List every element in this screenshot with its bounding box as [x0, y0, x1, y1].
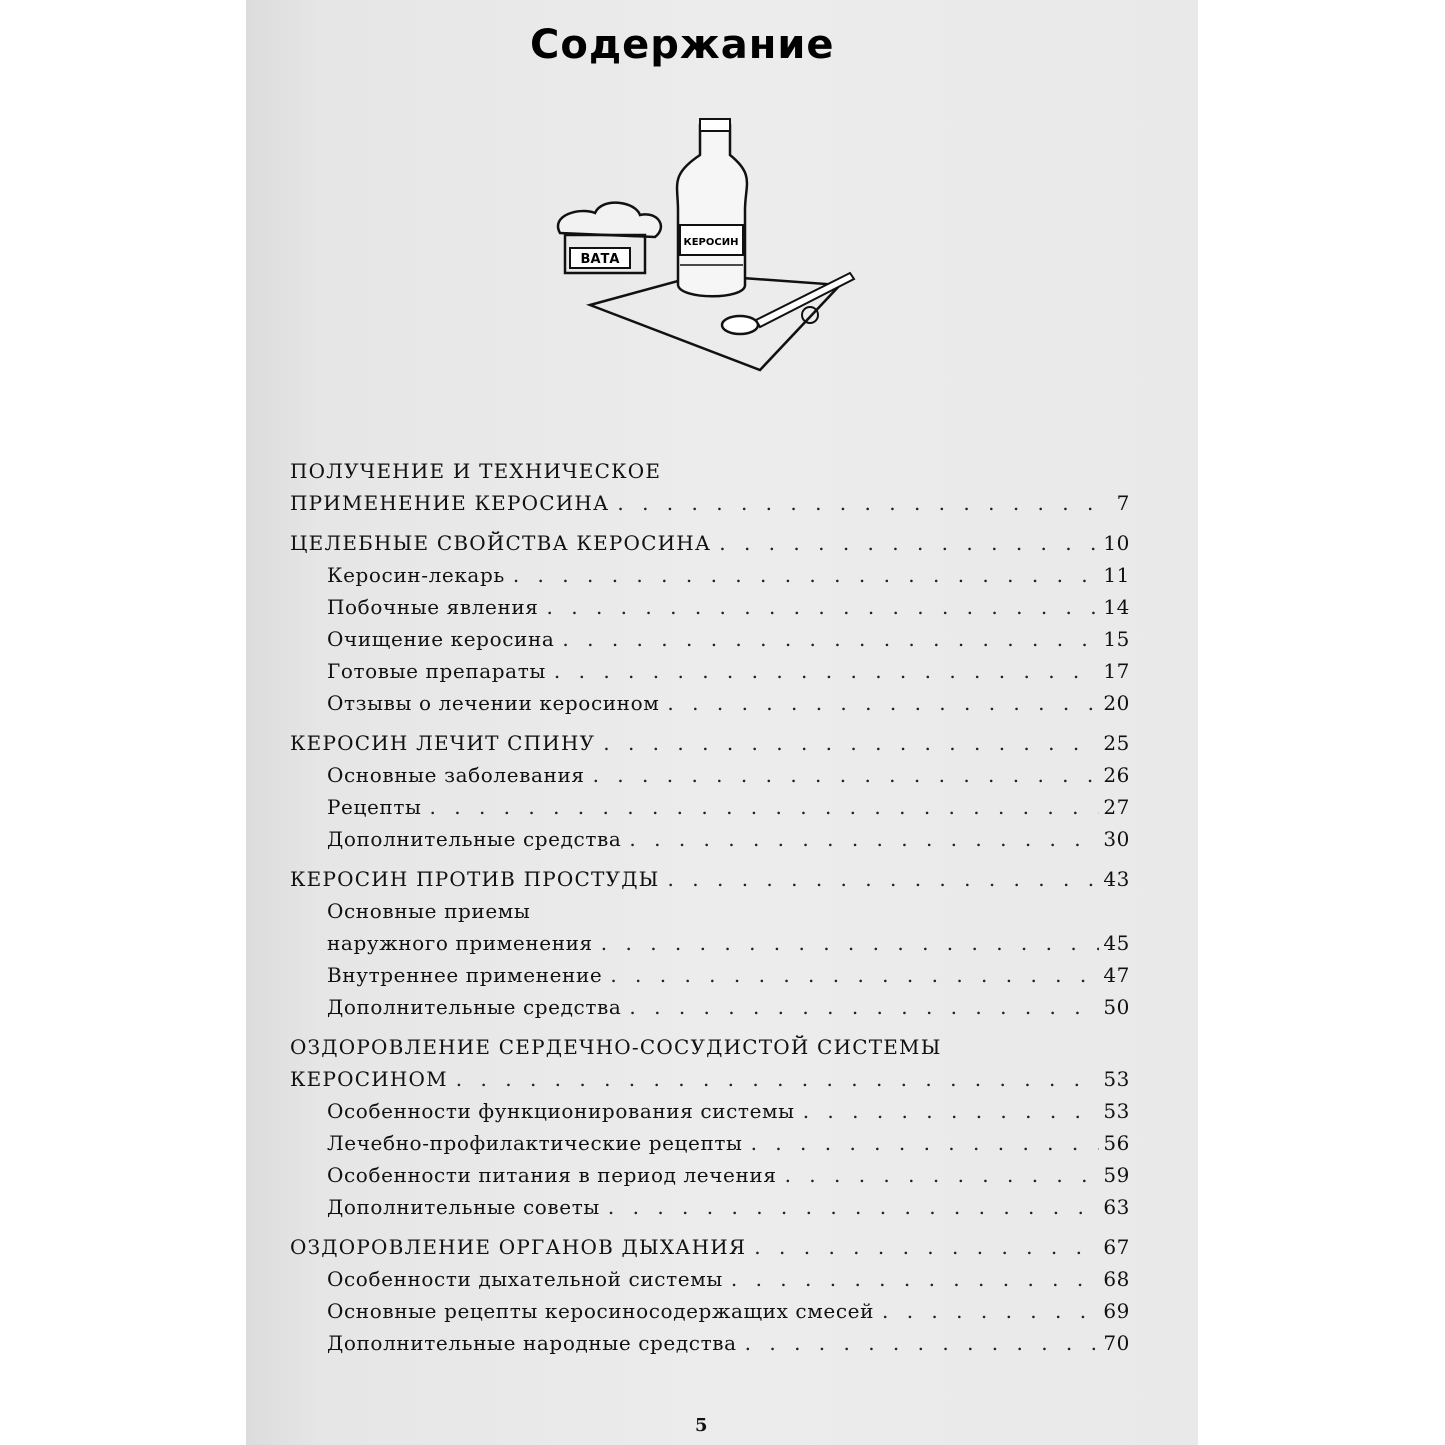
subentry-title: Отзывы о лечении керосином	[327, 691, 660, 715]
subentry-title: Основные заболевания	[327, 763, 585, 787]
subentry-title: Дополнительные средства	[327, 827, 622, 851]
subentry-title: Побочные явления	[327, 595, 539, 619]
page-ref: 47	[1103, 963, 1130, 987]
toc-entry	[290, 487, 1130, 519]
toc-entry	[290, 1063, 1130, 1095]
leader-dots	[554, 655, 1099, 687]
subentry-title: Основные рецепты керосиносодержащих смесей	[327, 1299, 874, 1323]
box-label: ВАТА	[580, 252, 620, 267]
toc-chapter-2[interactable]	[290, 527, 1130, 719]
page-ref: 10	[1103, 531, 1130, 555]
toc-subentry[interactable]	[290, 687, 1130, 719]
leader-dots	[754, 1231, 1099, 1263]
leader-dots	[610, 959, 1099, 991]
subentry-title: Очищение керосина	[327, 627, 555, 651]
leader-dots	[593, 759, 1100, 791]
toc-subentry[interactable]	[290, 1127, 1130, 1159]
leader-dots	[731, 1263, 1099, 1295]
page-ref: 50	[1103, 995, 1130, 1019]
toc-entry	[290, 527, 1130, 559]
leader-dots	[668, 863, 1100, 895]
page-ref: 27	[1103, 795, 1130, 819]
leader-dots	[456, 1063, 1100, 1095]
toc-subentry[interactable]	[290, 655, 1130, 687]
page-ref: 53	[1103, 1067, 1130, 1091]
page-ref: 63	[1103, 1195, 1130, 1219]
toc-subentry[interactable]	[290, 1095, 1130, 1127]
subentry-title: Готовые препараты	[327, 659, 546, 683]
toc-subentry[interactable]	[290, 823, 1130, 855]
toc-subentry[interactable]	[290, 1295, 1130, 1327]
leader-dots	[513, 559, 1100, 591]
subentry-title-line2: наружного применения	[327, 931, 593, 955]
page-ref: 25	[1103, 731, 1130, 755]
page-ref: 30	[1103, 827, 1130, 851]
page-ref: 70	[1103, 1331, 1130, 1355]
leader-dots	[629, 823, 1099, 855]
subentry-title: Дополнительные народные средства	[327, 1331, 737, 1355]
leader-dots	[882, 1295, 1099, 1327]
toc-subentry[interactable]	[290, 1263, 1130, 1295]
page-ref: 17	[1103, 659, 1130, 683]
subentry-title: Особенности функционирования системы	[327, 1099, 795, 1123]
leader-dots	[785, 1159, 1100, 1191]
chapter-title: КЕРОСИН ЛЕЧИТ СПИНУ	[290, 731, 596, 755]
subentry-title-line1[interactable]: Основные приемы	[327, 899, 531, 923]
leader-dots	[617, 487, 1100, 519]
toc-subentry[interactable]	[290, 1327, 1130, 1359]
leader-dots	[430, 791, 1100, 823]
leader-dots	[751, 1127, 1100, 1159]
toc-chapter-1[interactable]	[290, 455, 1130, 519]
chapter-title: ОЗДОРОВЛЕНИЕ ОРГАНОВ ДЫХАНИЯ	[290, 1235, 747, 1259]
page-ref: 59	[1103, 1163, 1130, 1187]
chapter-title: ЦЕЛЕБНЫЕ СВОЙСТВА КЕРОСИНА	[290, 531, 712, 555]
chapter-title-line2: ПРИМЕНЕНИЕ КЕРОСИНА	[290, 491, 610, 515]
subentry-title: Керосин-лекарь	[327, 563, 505, 587]
leader-dots	[719, 527, 1099, 559]
subentry-title: Рецепты	[327, 795, 422, 819]
leader-dots	[629, 991, 1099, 1023]
page-ref: 53	[1103, 1099, 1130, 1123]
page-ref: 68	[1103, 1267, 1130, 1291]
leader-dots	[562, 623, 1099, 655]
subentry-title: Дополнительные средства	[327, 995, 622, 1019]
page-title: Содержание	[530, 22, 835, 68]
page-ref: 56	[1103, 1131, 1130, 1155]
toc-subentry[interactable]	[290, 791, 1130, 823]
subentry-title: Особенности дыхательной системы	[327, 1267, 723, 1291]
page-ref: 15	[1103, 627, 1130, 651]
toc-subentry[interactable]	[290, 1159, 1130, 1191]
table-of-contents	[290, 455, 1130, 1367]
page-ref: 7	[1116, 491, 1130, 515]
chapter-title-line1: ПОЛУЧЕНИЕ И ТЕХНИЧЕСКОЕ	[290, 459, 662, 483]
toc-subentry[interactable]	[290, 623, 1130, 655]
page-ref: 11	[1103, 563, 1130, 587]
leader-dots	[745, 1327, 1100, 1359]
page-ref: 69	[1103, 1299, 1130, 1323]
toc-subentry[interactable]	[290, 1191, 1130, 1223]
subentry-title: Особенности питания в период лечения	[327, 1163, 777, 1187]
subentry-title: Дополнительные советы	[327, 1195, 600, 1219]
page-ref: 26	[1103, 763, 1130, 787]
toc-entry	[290, 863, 1130, 895]
toc-chapter-3[interactable]	[290, 727, 1130, 855]
page-ref: 45	[1103, 931, 1130, 955]
subentry-title: Лечебно-профилактические рецепты	[327, 1131, 743, 1155]
subentry-title: Внутреннее применение	[327, 963, 603, 987]
chapter-title-line2: КЕРОСИНОМ	[290, 1067, 448, 1091]
leader-dots	[803, 1095, 1100, 1127]
toc-entry	[290, 1231, 1130, 1263]
toc-subentry[interactable]	[290, 991, 1130, 1023]
toc-chapter-6[interactable]	[290, 1231, 1130, 1359]
toc-chapter-4[interactable]	[290, 863, 1130, 1023]
kerosene-bottle-illustration	[540, 115, 880, 385]
chapter-title: КЕРОСИН ПРОТИВ ПРОСТУДЫ	[290, 867, 660, 891]
chapter-title-line1: ОЗДОРОВЛЕНИЕ СЕРДЕЧНО-СОСУДИСТОЙ СИСТЕМЫ	[290, 1035, 942, 1059]
toc-chapter-5[interactable]	[290, 1031, 1130, 1223]
leader-dots	[547, 591, 1100, 623]
leader-dots	[608, 1191, 1099, 1223]
page-ref: 20	[1103, 691, 1130, 715]
page-number: 5	[695, 1415, 708, 1436]
bottle-label: КЕРОСИН	[683, 237, 739, 248]
toc-subentry[interactable]	[290, 591, 1130, 623]
toc-subentry[interactable]	[290, 559, 1130, 591]
toc-subentry[interactable]	[290, 759, 1130, 791]
toc-subentry[interactable]	[290, 959, 1130, 991]
toc-entry	[290, 727, 1130, 759]
toc-subentry[interactable]	[290, 927, 1130, 959]
leader-dots	[667, 687, 1099, 719]
page-ref: 43	[1103, 867, 1130, 891]
leader-dots	[603, 727, 1099, 759]
leader-dots	[601, 927, 1100, 959]
page-ref: 67	[1103, 1235, 1130, 1259]
page-ref: 14	[1103, 595, 1130, 619]
